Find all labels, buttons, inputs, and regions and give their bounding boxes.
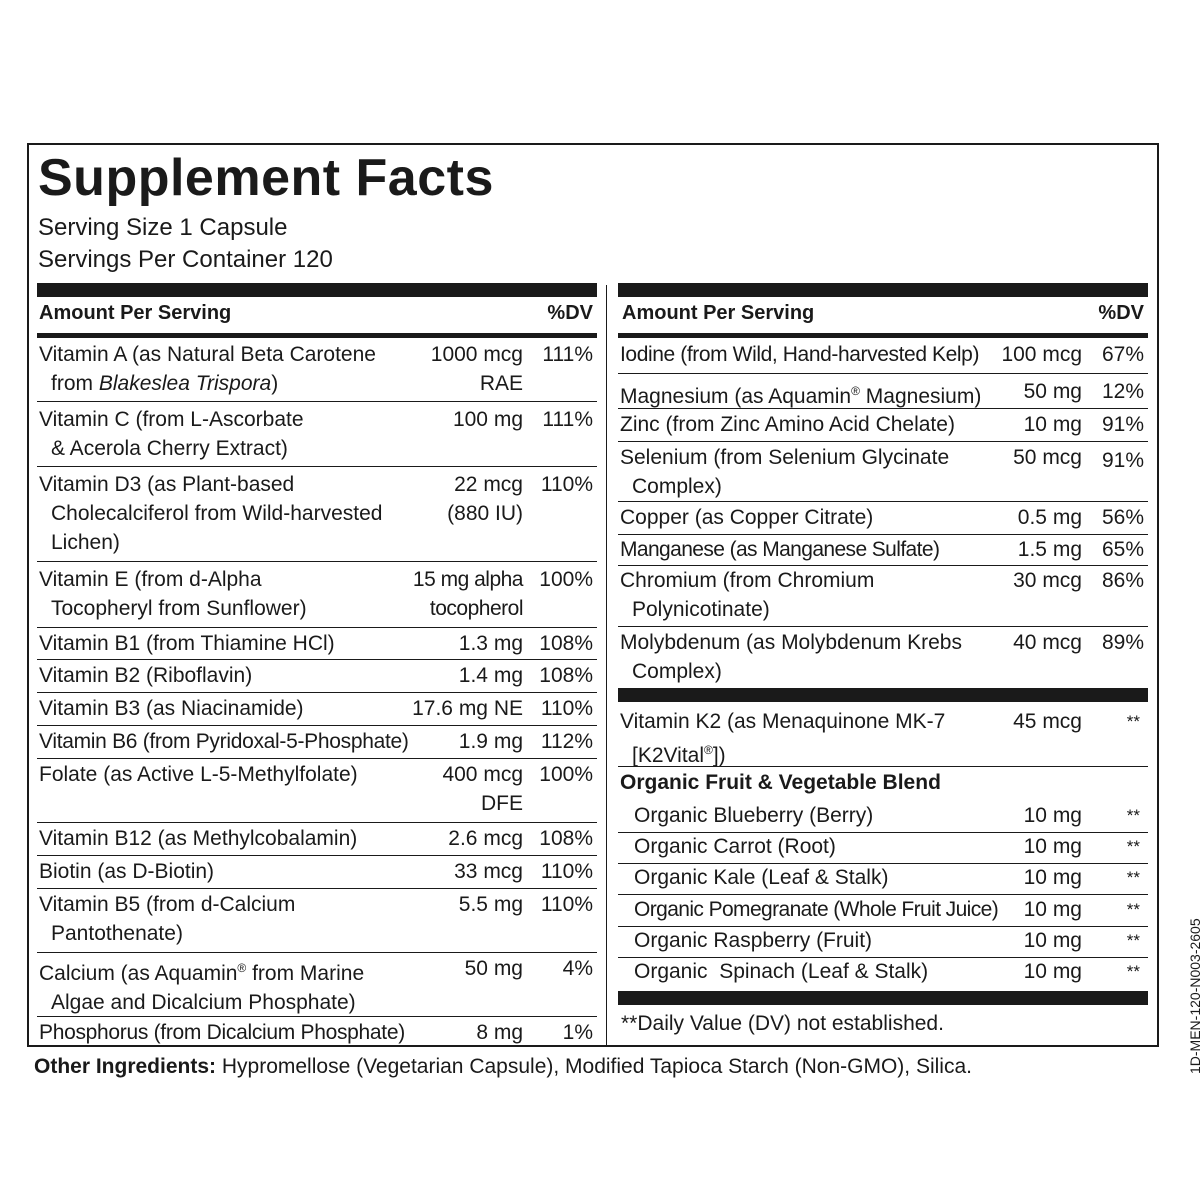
- blend-item-amount: 10 mg: [1023, 835, 1082, 858]
- nutrient-dv: 100%: [539, 568, 593, 591]
- blend-item-name: Organic Pomegranate (Whole Fruit Juice): [634, 898, 999, 921]
- nutrient-amount: 50 mg: [1023, 380, 1082, 403]
- nutrient-name: Manganese (as Manganese Sulfate): [620, 538, 940, 561]
- nutrient-name: Biotin (as D-Biotin): [39, 860, 215, 883]
- nutrient-dv: 65%: [1101, 538, 1144, 561]
- nutrient-name-line2: Tocopheryl from Sunflower): [51, 597, 307, 620]
- nutrient-name: Vitamin B5 (from d-Calcium: [39, 893, 296, 916]
- nutrient-row: [37, 660, 597, 693]
- nutrient-amount: 400 mcg DFE: [442, 763, 523, 815]
- nutrient-name-line2: Complex): [632, 475, 722, 498]
- nutrient-amount: 2.6 mcg: [448, 827, 523, 850]
- nutrient-row: [618, 442, 1148, 502]
- nutrient-amount: 30 mcg: [1013, 569, 1082, 592]
- blend-item-dv: **: [1126, 868, 1140, 887]
- nutrient-dv: 108%: [539, 632, 593, 655]
- nutrient-dv: 110%: [540, 473, 593, 496]
- nutrient-name: Vitamin K2 (as Menaquinone MK-7: [620, 710, 946, 733]
- nutrient-row: [37, 889, 597, 953]
- other-ingredients-text: Hypromellose (Vegetarian Capsule), Modified Tapioca Starch (Non-GMO), Silica.: [216, 1055, 972, 1078]
- nutrient-row: [37, 726, 597, 759]
- blend-item-name: Organic Carrot (Root): [634, 835, 836, 858]
- nutrient-name: Vitamin B1 (from Thiamine HCl): [39, 632, 335, 655]
- nutrient-dv: **: [1126, 712, 1140, 731]
- nutrient-dv: 110%: [540, 697, 593, 720]
- nutrient-name-line3: Lichen): [51, 531, 120, 554]
- nutrient-dv: 91%: [1101, 449, 1144, 472]
- nutrient-name-line2: Polynicotinate): [632, 598, 770, 621]
- nutrient-name: Iodine (from Wild, Hand-harvested Kelp): [620, 343, 980, 366]
- nutrient-amount: 1.4 mg: [458, 664, 523, 687]
- nutrient-dv: 67%: [1101, 343, 1144, 366]
- nutrient-row: [618, 566, 1148, 627]
- nutrient-dv: 110%: [540, 893, 593, 916]
- blend-item-amount: 10 mg: [1023, 929, 1082, 952]
- nutrient-amount: 1.5 mg: [1017, 538, 1082, 561]
- nutrient-name: Vitamin C (from L-Ascorbate: [39, 408, 304, 431]
- nutrient-name: Chromium (from Chromium: [620, 569, 875, 592]
- nutrient-row: [37, 562, 597, 628]
- nutrient-amount: 100 mcg: [1001, 343, 1082, 366]
- nutrient-amount: 1000 mcg RAE: [430, 343, 523, 395]
- nutrient-row: [618, 535, 1148, 566]
- nutrient-row: [37, 693, 597, 726]
- nutrient-name-line2: Complex): [632, 660, 722, 683]
- column-header: [618, 297, 1148, 338]
- nutrient-name: Folate (as Active L-5-Methylfolate): [39, 763, 358, 786]
- nutrient-row: [37, 402, 597, 467]
- nutrient-amount: 40 mcg: [1013, 631, 1082, 654]
- blend-row: [618, 802, 1148, 833]
- blend-title: Organic Fruit & Vegetable Blend: [620, 771, 941, 794]
- blend-row: [618, 864, 1148, 895]
- nutrient-dv: 86%: [1101, 569, 1144, 592]
- blend-item-dv: **: [1126, 962, 1140, 981]
- nutrient-row: [618, 374, 1148, 409]
- nutrient-name: Molybdenum (as Molybdenum Krebs: [620, 631, 962, 654]
- nutrient-amount: 1.3 mg: [458, 632, 523, 655]
- nutrient-name-line2: Cholecalciferol from Wild-harvested: [51, 502, 383, 525]
- nutrient-row: [37, 628, 597, 660]
- nutrient-dv: 12%: [1101, 380, 1144, 403]
- nutrient-name: Vitamin D3 (as Plant-based: [39, 473, 295, 496]
- nutrient-amount: 8 mg: [476, 1021, 523, 1044]
- nutrient-row: [37, 1017, 597, 1049]
- nutrient-row: [37, 759, 597, 823]
- section-divider-bar: [618, 688, 1148, 702]
- nutrient-name-line2: Algae and Dicalcium Phosphate): [51, 991, 356, 1014]
- nutrient-name: Calcium (as Aquamin® from Marine: [39, 961, 365, 985]
- nutrient-amount: 100 mg: [452, 408, 523, 431]
- nutrient-name: Vitamin B3 (as Niacinamide): [39, 697, 304, 720]
- nutrient-row: [37, 339, 597, 402]
- blend-row: [618, 927, 1148, 958]
- nutrient-dv: 91%: [1101, 413, 1144, 436]
- column-divider: [606, 285, 607, 1045]
- other-ingredients: [34, 1055, 972, 1079]
- blend-row: [618, 833, 1148, 864]
- header-bar: [37, 283, 597, 297]
- nutrient-dv: 111%: [542, 343, 593, 366]
- nutrient-amount: 17.6 mg NE: [412, 697, 523, 720]
- blend-item-dv: **: [1126, 837, 1140, 856]
- blend-item-amount: 10 mg: [1023, 804, 1082, 827]
- other-ingredients-label: Other Ingredients:: [34, 1055, 217, 1078]
- nutrient-amount: 50 mg: [464, 957, 523, 980]
- nutrient-amount: 15 mg alpha tocopherol: [412, 568, 523, 620]
- nutrient-dv: 56%: [1101, 506, 1144, 529]
- nutrient-name: Vitamin E (from d-Alpha: [39, 568, 262, 591]
- nutrient-name-line2: [K2Vital®]): [632, 743, 726, 767]
- nutrient-dv: 1%: [562, 1021, 593, 1044]
- daily-value-footnote: **Daily Value (DV) not established.: [621, 1012, 944, 1035]
- nutrient-dv: 108%: [539, 827, 593, 850]
- nutrient-name: Vitamin B6 (from Pyridoxal-5-Phosphate): [39, 730, 409, 753]
- blend-item-dv: **: [1126, 900, 1140, 919]
- nutrient-amount: 0.5 mg: [1017, 506, 1082, 529]
- amount-per-serving-label: Amount Per Serving: [622, 302, 815, 324]
- nutrient-name: Vitamin B2 (Riboflavin): [39, 664, 253, 687]
- nutrient-name: Phosphorus (from Dicalcium Phosphate): [39, 1021, 405, 1044]
- blend-item-amount: 10 mg: [1023, 898, 1082, 921]
- blend-item-name: Organic Kale (Leaf & Stalk): [634, 866, 889, 889]
- nutrient-row: [618, 627, 1148, 687]
- nutrient-amount: 10 mg: [1023, 413, 1082, 436]
- nutrient-amount: 33 mcg: [454, 860, 523, 883]
- nutrient-name-line2: from Blakeslea Trispora): [51, 372, 279, 395]
- nutrient-row: [37, 467, 597, 562]
- nutrient-row: [37, 823, 597, 856]
- nutrient-row: [618, 339, 1148, 374]
- nutrient-row: [37, 953, 597, 1017]
- section-divider-bar: [618, 991, 1148, 1005]
- nutrient-amount: 45 mcg: [1013, 710, 1082, 733]
- blend-item-amount: 10 mg: [1023, 960, 1082, 983]
- nutrient-name: Selenium (from Selenium Glycinate: [620, 446, 950, 469]
- blend-item-amount: 10 mg: [1023, 866, 1082, 889]
- nutrient-name-line2: Pantothenate): [51, 922, 183, 945]
- nutrient-name: Copper (as Copper Citrate): [620, 506, 874, 529]
- nutrient-amount: 1.9 mg: [458, 730, 523, 753]
- serving-size: Serving Size 1 Capsule: [38, 214, 288, 241]
- blend-row: [618, 958, 1148, 989]
- nutrient-dv: 4%: [562, 957, 593, 980]
- panel-title: Supplement Facts: [38, 149, 494, 207]
- amount-per-serving-label: Amount Per Serving: [39, 302, 232, 324]
- servings-per-container: Servings Per Container 120: [38, 246, 333, 273]
- nutrient-amount: 22 mcg (880 IU): [447, 473, 523, 525]
- header-bar: [618, 283, 1148, 297]
- nutrient-dv: 89%: [1101, 631, 1144, 654]
- blend-item-dv: **: [1126, 931, 1140, 950]
- blend-item-dv: **: [1126, 806, 1140, 825]
- nutrient-name: Magnesium (as Aquamin® Magnesium): [620, 384, 982, 408]
- blend-item-name: Organic Blueberry (Berry): [634, 804, 874, 827]
- nutrient-amount: 5.5 mg: [458, 893, 523, 916]
- nutrient-amount: 50 mcg: [1013, 446, 1082, 469]
- nutrient-row: [618, 704, 1148, 767]
- nutrient-name: Zinc (from Zinc Amino Acid Chelate): [620, 413, 955, 436]
- nutrient-row: [618, 409, 1148, 442]
- nutrient-name: Vitamin A (as Natural Beta Carotene: [39, 343, 376, 366]
- dv-label: %DV: [1098, 302, 1144, 324]
- nutrient-dv: 111%: [542, 408, 593, 431]
- nutrient-dv: 108%: [539, 664, 593, 687]
- dv-label: %DV: [547, 302, 593, 324]
- nutrient-name: Vitamin B12 (as Methylcobalamin): [39, 827, 358, 850]
- nutrient-row: [37, 856, 597, 889]
- nutrient-row: [618, 502, 1148, 535]
- blend-item-name: Organic Spinach (Leaf & Stalk): [634, 960, 929, 983]
- nutrient-dv: 100%: [539, 763, 593, 786]
- nutrient-name-line2: & Acerola Cherry Extract): [51, 437, 288, 460]
- nutrient-dv: 110%: [540, 860, 593, 883]
- blend-row: [618, 895, 1148, 927]
- column-header: [37, 297, 597, 338]
- nutrient-dv: 112%: [540, 730, 593, 753]
- product-code: 1D-MEN-120-N003-2605: [1187, 918, 1203, 1074]
- blend-item-name: Organic Raspberry (Fruit): [634, 929, 873, 952]
